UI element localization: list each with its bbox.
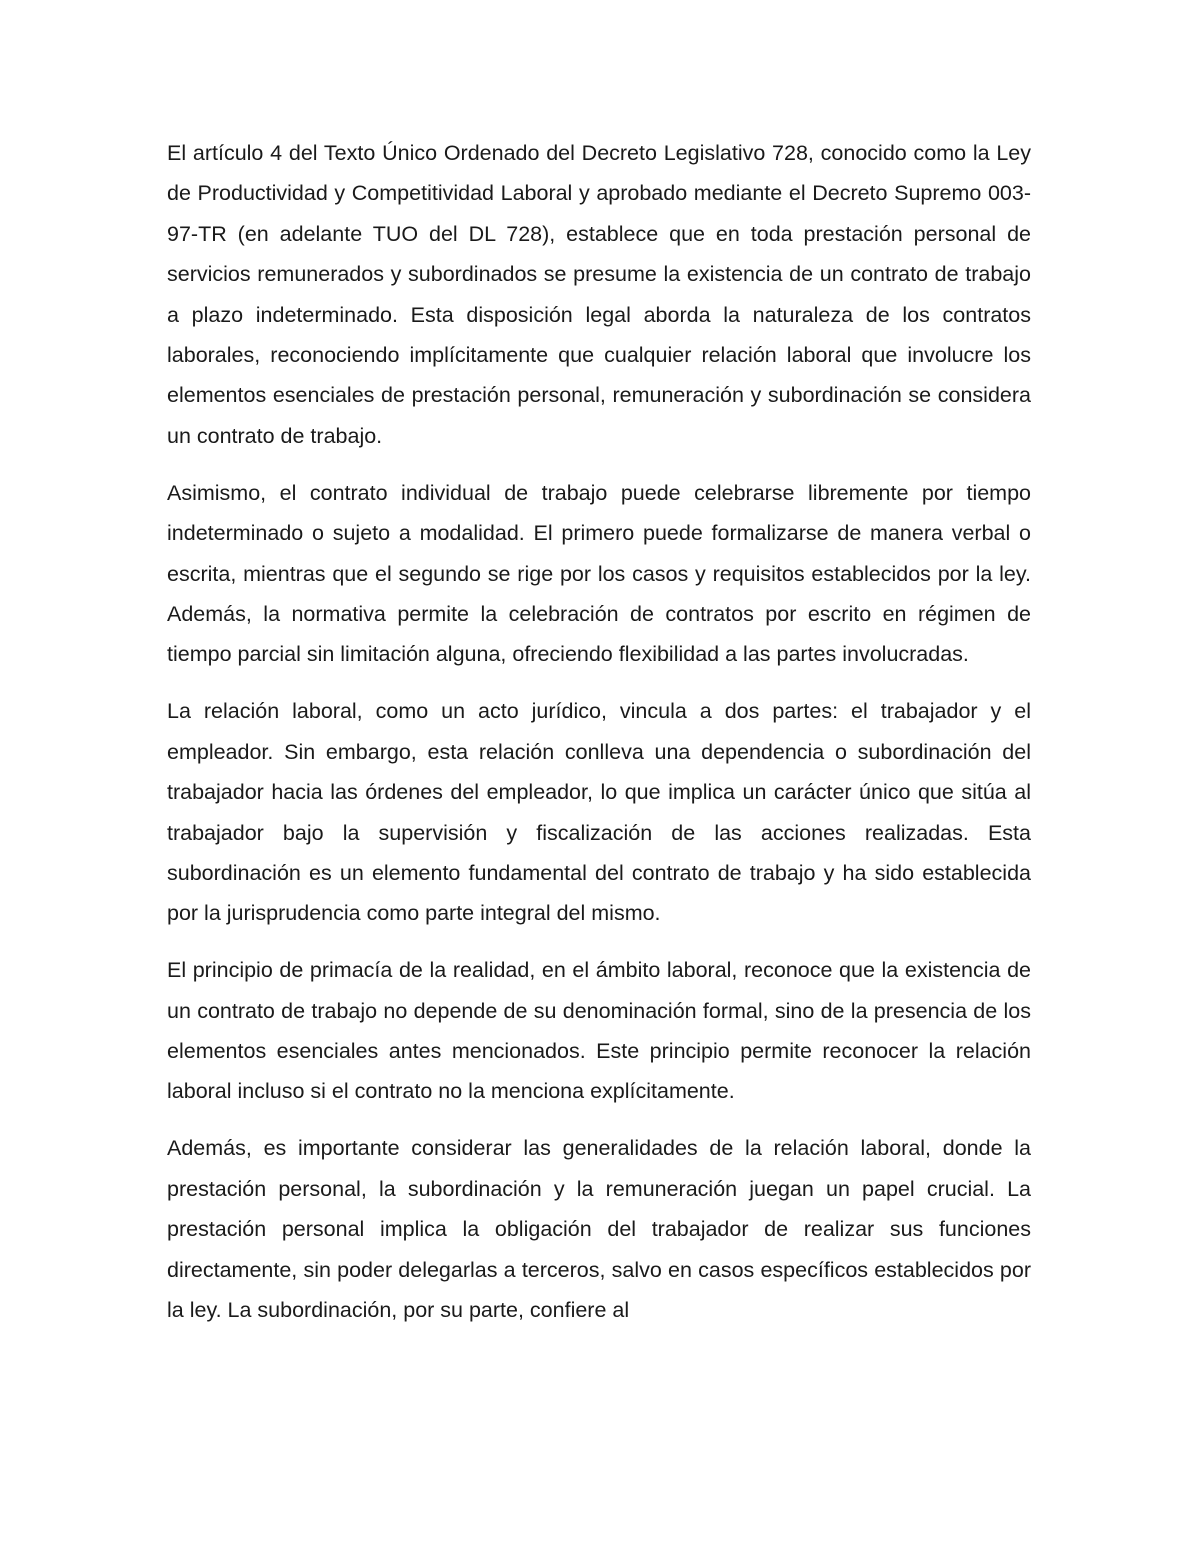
paragraph-5: Además, es importante considerar las generalidades de la relación laboral, donde la prestación personal, la subordinación y la remuneración juegan un papel crucial. La prestación personal implica la obligación del trabajador de realizar sus funciones directamente, sin poder delegarlas a terceros, salvo en casos específicos establecidos por la ley. La subordinación, por su parte, confiere al — [167, 1136, 1031, 1322]
paragraph-2: Asimismo, el contrato individual de trabajo puede celebrarse libremente por tiempo indeterminado o sujeto a modalidad. El primero puede formalizarse de manera verbal o escrita, mientras que el segundo se rige por los casos y requisitos establecidos por la ley. Además, la normativa permite la celebración de contratos por escrito en régimen de tiempo parcial sin limitación alguna, ofreciendo flexibilidad a las partes involucradas. — [167, 480, 1031, 667]
document-body — [167, 133, 1031, 1347]
paragraph-3: La relación laboral, como un acto jurídico, vincula a dos partes: el trabajador y el empleador. Sin embargo, esta relación conlleva una dependencia o subordinación del trabajador hacia las órdenes del empleador, lo que implica un carácter único que sitúa al trabajador bajo la supervisión y fiscalización de las acciones realizadas. Esta subordinación es un elemento fundamental del contrato de trabajo y ha sido establecida por la jurisprudencia como parte integral del mismo. — [167, 699, 1031, 926]
paragraph-1: El artículo 4 del Texto Único Ordenado del Decreto Legislativo 728, conocido como la Ley de Productividad y Competitividad Laboral y aprobado mediante el Decreto Supremo 003-97-TR (en adelante TUO del DL 728), establece que en toda prestación personal de servicios remunerados y subordinados se presume la existencia de un contrato de trabajo a plazo indeterminado. Esta disposición legal aborda la naturaleza de los contratos laborales, reconociendo implícitamente que cualquier relación laboral que involucre los elementos esenciales de prestación personal, remuneración y subordinación se considera un contrato de trabajo. — [167, 141, 1031, 448]
paragraph-4: El principio de primacía de la realidad, en el ámbito laboral, reconoce que la existencia de un contrato de trabajo no depende de su denominación formal, sino de la presencia de los elementos esenciales antes mencionados. Este principio permite reconocer la relación laboral incluso si el contrato no la menciona explícitamente. — [167, 958, 1031, 1104]
